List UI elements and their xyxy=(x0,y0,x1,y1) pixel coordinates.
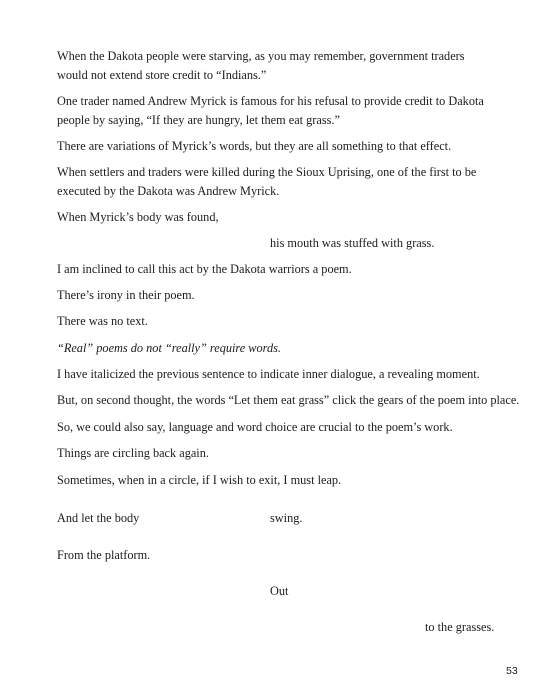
line-from-platform: From the platform. xyxy=(57,548,151,562)
italic-inner-dialogue: “Real” poems do not “really” require words. xyxy=(57,341,281,355)
paragraph-7: There’s irony in their poem. xyxy=(57,288,195,302)
paragraph-4: When settlers and traders were killed during the Sioux Uprising, one of the first to be executed by the Dakota was Andrew Myrick. xyxy=(57,165,477,198)
paragraph-3: There are variations of Myrick’s words, but they are all something to that effect. xyxy=(57,139,452,153)
line-swing: swing. xyxy=(270,511,303,525)
indented-line-mouth: his mouth was stuffed with grass. xyxy=(270,236,435,250)
line-out: Out xyxy=(270,584,289,598)
paragraph-11: So, we could also say, language and word choice are crucial to the poem’s work. xyxy=(57,420,453,434)
line-to-the-grasses: to the grasses. xyxy=(425,620,495,634)
paragraph-8: There was no text. xyxy=(57,314,148,328)
paragraph-6: I am inclined to call this act by the Dakota warriors a poem. xyxy=(57,262,352,276)
paragraph-1: When the Dakota people were starving, as you may remember, government traders would not extend store credit to “Indians.” xyxy=(57,49,465,82)
paragraph-12: Things are circling back again. xyxy=(57,446,209,460)
paragraph-2: One trader named Andrew Myrick is famous for his refusal to provide credit to Dakota people by saying, “If they are hungry, let them eat grass.” xyxy=(57,94,484,127)
paragraph-9: I have italicized the previous sentence to indicate inner dialogue, a revealing moment. xyxy=(57,367,480,381)
page-number: 53 xyxy=(506,665,518,677)
line-let-the-body: And let the body xyxy=(57,511,140,525)
paragraph-5: When Myrick’s body was found, xyxy=(57,210,219,224)
paragraph-13: Sometimes, when in a circle, if I wish to exit, I must leap. xyxy=(57,473,342,487)
paragraph-10: But, on second thought, the words “Let them eat grass” click the gears of the poem into place. xyxy=(57,393,520,407)
